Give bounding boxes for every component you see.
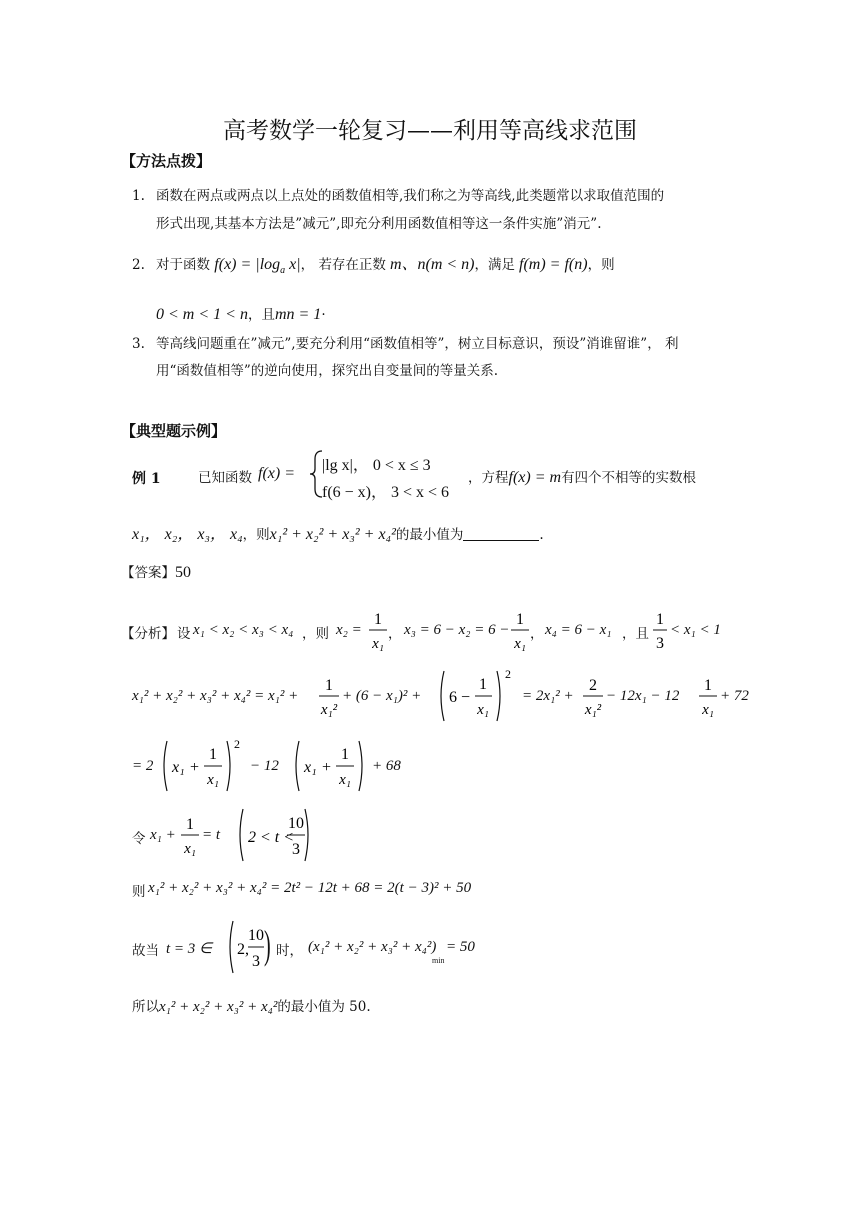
- svg-text:2: 2: [589, 677, 597, 694]
- fraction-1-over-x1-a: [368, 606, 388, 654]
- svg-text:x₁: x₁: [372, 636, 384, 652]
- svg-text:1: 1: [209, 746, 217, 763]
- svg-text:1: 1: [656, 611, 664, 628]
- so-t: t = 3 ∈: [166, 941, 213, 957]
- example-equation-line: ，方程f(x) = m有四个不相等的实数根: [468, 469, 697, 486]
- svg-text:+: +: [190, 759, 200, 776]
- so-min-expr: (x₁² + x₂² + x₃² + x₄²): [308, 939, 437, 955]
- analysis-x3: x₃ = 6 − x₂ = 6 −: [404, 622, 510, 638]
- svg-text:10: 10: [288, 815, 304, 832]
- fraction-1-over-x1sq: [318, 672, 340, 720]
- svg-text:2: 2: [234, 738, 240, 751]
- svg-text:x₁: x₁: [477, 702, 489, 718]
- fraction-2-over-x1sq: [582, 672, 604, 720]
- svg-text:6 −: 6 −: [449, 689, 471, 706]
- svg-text:x₁: x₁: [304, 759, 317, 776]
- then-expr: x₁² + x₂² + x₃² + x₄² = 2t² − 12t + 68 = 2(t − 3)² + 50: [148, 880, 472, 896]
- svg-text:2,: 2,: [237, 941, 249, 958]
- sum-line-rhs: = 2x₁² +: [522, 688, 574, 704]
- svg-text:1: 1: [325, 677, 333, 694]
- group-line-a: = 2: [132, 758, 154, 774]
- answer-blank: [463, 526, 539, 541]
- analysis-comma-2: ，: [530, 626, 544, 642]
- squared-group: [437, 668, 517, 724]
- fraction-1-over-x1-d: [180, 811, 200, 859]
- analysis-then: ，则: [302, 626, 329, 642]
- svg-text:2 < t <: 2 < t <: [248, 829, 295, 846]
- item-1-number: 1.: [132, 188, 145, 204]
- let-expr: x₁ +: [150, 827, 176, 843]
- sum-line-tail-2: + 72: [720, 688, 749, 704]
- svg-text:2: 2: [505, 668, 511, 681]
- piecewise-case-1: |lg x|， 0 < x ≤ 3: [322, 457, 431, 474]
- so-when: 时，: [276, 943, 303, 959]
- svg-text:1: 1: [479, 676, 487, 693]
- item-1-line-2: 形式出现,其基本方法是”减元”,即充分利用函数值相等这一条件实施”消元”.: [156, 216, 602, 232]
- examples-heading: 【典型题示例】: [121, 422, 227, 440]
- svg-text:3: 3: [252, 953, 260, 970]
- item-2-line-2: 0 < m < 1 < n，且mn = 1·: [156, 306, 326, 323]
- svg-text:1: 1: [704, 677, 712, 694]
- svg-text:1: 1: [516, 611, 524, 628]
- conclusion-line: 所以x₁² + x₂² + x₃² + x₄²的最小值为 50.: [132, 999, 371, 1015]
- analysis-x4: x₄ = 6 − x₁: [545, 622, 612, 638]
- svg-text:1: 1: [374, 611, 382, 628]
- analysis-label: 【分析】: [121, 626, 175, 642]
- fraction-1-over-x1-b: [510, 606, 530, 654]
- svg-text:1: 1: [186, 816, 194, 833]
- svg-text:+: +: [322, 759, 332, 776]
- so-interval: [226, 918, 266, 976]
- example-line-2: x₁， x₂， x₃， x₄，则x₁² + x₂² + x₃² + x₄²的最小值为 .: [132, 526, 544, 543]
- analysis-order: x₁ < x₂ < x₃ < x₄: [193, 622, 294, 638]
- piecewise-case-2: f(6 − x)， 3 < x < 6: [322, 484, 450, 501]
- svg-text:3: 3: [292, 841, 300, 858]
- answer-line: 【答案】50: [121, 564, 191, 581]
- svg-text:x₁: x₁: [184, 841, 196, 857]
- so-min-val: = 50: [446, 939, 475, 955]
- item-3-line-2: 用“函数值相等”的逆向使用，探究出自变量间的等量关系.: [156, 363, 499, 379]
- analysis-and: ，且: [622, 626, 649, 642]
- example-intro: 已知函数: [198, 470, 252, 486]
- analysis-let: 设: [177, 626, 191, 642]
- group-line-c: + 68: [372, 758, 401, 774]
- group-paren-1: [160, 738, 246, 794]
- then-label: 则: [132, 884, 146, 900]
- svg-text:x₁: x₁: [172, 759, 185, 776]
- item-1-line-1: 函数在两点或两点以上点处的函数值相等,我们称之为等高线,此类题常以求取值范围的: [156, 188, 665, 204]
- answer-value: 50: [175, 564, 191, 581]
- svg-text:x₁: x₁: [702, 702, 714, 718]
- let-eq: = t: [202, 827, 221, 843]
- item-3-number: 3.: [132, 336, 145, 352]
- page-title: 高考数学一轮复习——利用等高线求范围: [223, 118, 637, 144]
- method-heading: 【方法点拨】: [121, 152, 212, 170]
- item-2-line-1: 对于函数 $f(x) = |\log_a$ x|， 若存在正数 m、n(m < n)，满足 f(m) = f(n)，则: [156, 256, 615, 277]
- analysis-x2: x₂ =: [336, 622, 362, 638]
- example-label: 例 1: [132, 471, 161, 487]
- sum-line-mid: + (6 − x₁)² +: [342, 688, 422, 704]
- sum-line-tail-1: − 12x₁ − 12: [606, 688, 680, 704]
- svg-text:x₁: x₁: [514, 636, 526, 652]
- example-function-name: f(x) =: [258, 465, 295, 482]
- so-label: 故当: [132, 943, 159, 959]
- item-2-number: 2.: [132, 257, 145, 273]
- fraction-1-over-x1-c: [698, 672, 718, 720]
- svg-text:10: 10: [248, 927, 264, 944]
- let-range-paren: [236, 806, 312, 864]
- group-paren-2: [292, 738, 370, 794]
- analysis-range: < x₁ < 1: [670, 622, 721, 638]
- svg-text:x₁: x₁: [207, 772, 219, 788]
- svg-text:3: 3: [656, 635, 664, 652]
- let-label: 令: [132, 831, 146, 847]
- svg-text:1: 1: [341, 746, 349, 763]
- group-line-b: − 12: [250, 758, 279, 774]
- so-interval-close: ): [264, 922, 271, 967]
- svg-text:x₁: x₁: [339, 772, 351, 788]
- so-min-sub: min: [432, 956, 445, 965]
- sum-line-lhs: x₁² + x₂² + x₃² + x₄² = x₁² +: [132, 688, 299, 704]
- fraction-one-third: [652, 606, 668, 654]
- svg-text:x₁²: x₁²: [584, 702, 602, 718]
- item-3-line-1: 等高线问题重在”减元”,要充分利用“函数值相等”，树立目标意识，预设”消谁留谁”， 利: [156, 336, 679, 352]
- item-2-function: $f(x) = |\log_a$ x|: [214, 256, 301, 277]
- svg-text:x₁²: x₁²: [320, 702, 338, 718]
- analysis-comma-1: ，: [388, 626, 402, 642]
